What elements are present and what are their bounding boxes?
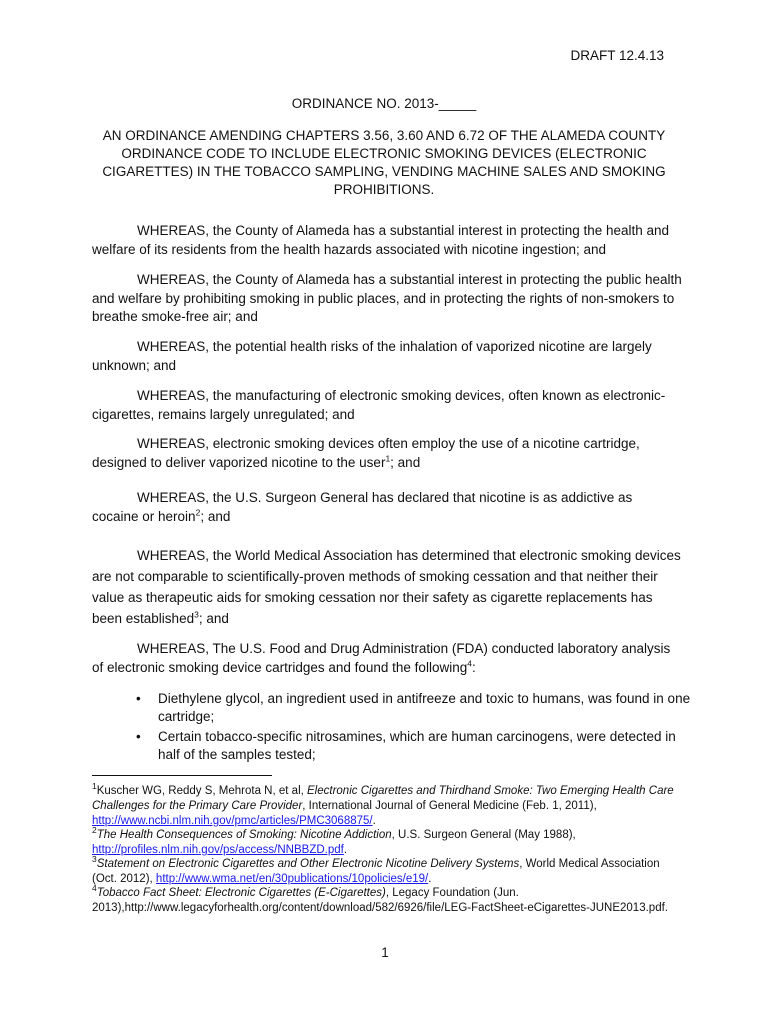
- list-item: • Diethylene glycol, an ingredient used in antifreeze and toxic to humans, was found in one cartridge;: [136, 691, 691, 724]
- footnote-1-link[interactable]: http://www.ncbi.nlm.nih.gov/pmc/articles/PMC3068875/: [92, 815, 373, 827]
- footnote-2-link[interactable]: http://profiles.nlm.nih.gov/ps/access/NNBBZD.pdf: [92, 844, 344, 856]
- list-item: • Certain tobacco-specific nitrosamines, which are human carcinogens, were detected in half of the samples tested;: [136, 729, 676, 762]
- whereas-paragraph-2: WHEREAS, the County of Alameda has a substantial interest in protecting the public health and welfare by prohibiting smoking in public places, and in protecting the rights of non-smokers to breathe smoke-free air; and: [92, 272, 682, 324]
- footnote-ref-1: 1: [385, 453, 391, 463]
- footnote-divider: [92, 775, 272, 776]
- draft-label: DRAFT 12.4.13: [570, 48, 664, 63]
- whereas-paragraph-6: WHEREAS, the U.S. Surgeon General has declared that nicotine is as addictive as cocaine or heroin$^2$; and: [92, 490, 633, 524]
- footnote-2: $^2$The Health Consequences of Smoking: Nicotine Addiction, U.S. Surgeon General (May 1988), http://profiles.nlm.nih.gov/ps/access/NNBBZD.pdf.: [92, 825, 576, 856]
- footnote-1: $^1$Kuscher WG, Reddy S, Mehrota N, et al, Electronic Cigarettes and Thirdhand Smoke: Two Emerging Health Care Challenges for the Primary Care Provider, International Journal of General Medicine (Feb. 1, 2011), http://www.ncbi.nlm.nih.gov/pmc/articles/PMC3068875/.: [92, 781, 674, 827]
- bullet-icon: •: [136, 691, 141, 706]
- whereas-paragraph-7: WHEREAS, the World Medical Association has determined that electronic smoking devices are not comparable to scientifically-proven methods of smoking cessation and that neither their value as therapeutic aids for smoking cessation nor their safety as cigarette replacements has been established$^3$; and: [92, 548, 681, 626]
- whereas-paragraph-8: WHEREAS, The U.S. Food and Drug Administration (FDA) conducted laboratory analysis of electronic smoking device cartridges and found the following$^4$:: [92, 641, 671, 675]
- footnote-4: $^4$Tobacco Fact Sheet: Electronic Cigarettes (E-Cigarettes), Legacy Foundation (Jun. 2013),http://www.legacyforhealth.org/content/download/582/6926/file/LEG-FactSheet-eCigarettes-JUNE2013.pdf.: [92, 883, 668, 914]
- whereas-paragraph-4: WHEREAS, the manufacturing of electronic smoking devices, often known as electronic-cigarettes, remains largely unregulated; and: [92, 388, 666, 422]
- whereas-paragraph-1: WHEREAS, the County of Alameda has a substantial interest in protecting the health and welfare of its residents from the health hazards associated with nicotine ingestion; and: [92, 223, 670, 257]
- footnote-3: $^3$Statement on Electronic Cigarettes and Other Electronic Nicotine Delivery Systems, World Medical Association (Oct. 2012), http://www.wma.net/en/30publications/10policies/e19/.: [92, 854, 660, 885]
- footnote-ref-3: 3: [194, 609, 199, 620]
- footnote-3-link[interactable]: http://www.wma.net/en/30publications/10policies/e19/: [155, 873, 429, 885]
- bullet-icon: •: [136, 729, 141, 744]
- findings-list: [92, 690, 692, 766]
- ordinance-title: AN ORDINANCE AMENDING CHAPTERS 3.56, 3.60 AND 6.72 OF THE ALAMEDA COUNTY ORDINANCE CODE TO INCLUDE ELECTRONIC SMOKING DEVICES (ELECTRONIC CIGARETTES) IN THE TOBACCO SAMPLING, VENDING MACHINE SALES AND SMOKING PROHIBITIONS.: [102, 128, 666, 197]
- whereas-paragraph-5: WHEREAS, electronic smoking devices often employ the use of a nicotine cartridge, designed to deliver vaporized nicotine to the user$^1$; and: [92, 436, 640, 470]
- footnote-ref-4: 4: [467, 658, 472, 668]
- whereas-paragraph-3: WHEREAS, the potential health risks of the inhalation of vaporized nicotine are largely unknown; and: [92, 339, 652, 373]
- footnote-ref-2: 2: [195, 507, 201, 517]
- ordinance-number: ORDINANCE NO. 2013-_____: [291, 96, 477, 111]
- page-number: 1: [381, 945, 389, 960]
